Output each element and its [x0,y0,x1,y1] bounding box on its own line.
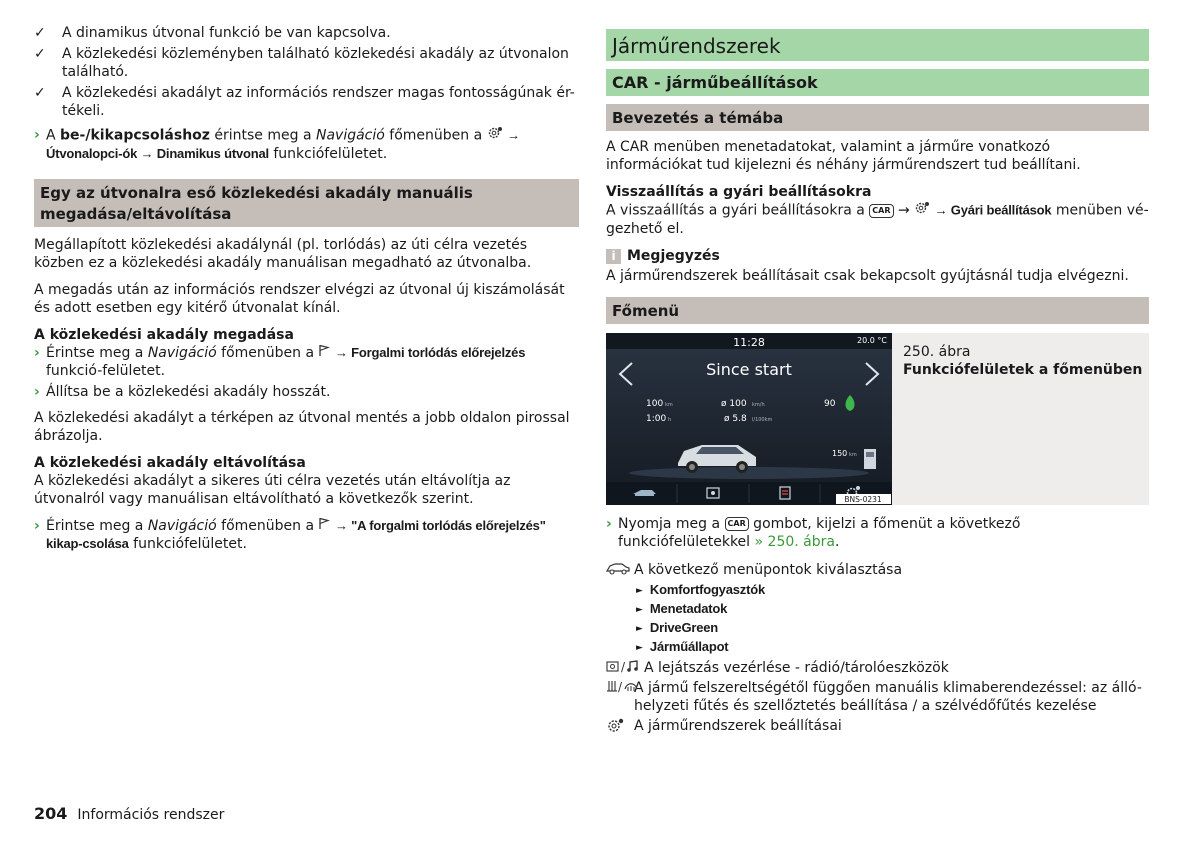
info-icon: i [606,249,621,264]
svg-text:ø 5.8: ø 5.8 [724,414,747,424]
car-intro-text: A CAR menüben menetadatokat, valamint a járműre vonatkozó információkat tud kijelezni és néhány járműrendszert tud beállítani. [606,139,1081,173]
infotainment-screen [606,333,892,505]
figure-250 [606,333,1149,505]
reset-text: A visszaállítás a gyári beállításokra a CAR → → Gyári beállítások menüben vé-gezhető el. [606,202,1149,237]
menu-item-select: A következő menüpontok kiválasztása [606,561,1149,579]
step-arrow-icon: › [34,345,40,361]
submenu-item: ► DriveGreen [636,620,719,635]
svg-text:km: km [665,402,673,408]
add-heading: A közlekedési akadály megadása [34,327,294,343]
condition-item: ✓ A közlekedési közleményben található közlekedési akadály az útvonalon található. [34,46,569,80]
svg-text:h: h [668,417,672,423]
settings-gear-icon [606,717,626,738]
outside-temperature: 20.0 °C [857,336,887,345]
media-music-icon [606,659,640,678]
figure-code: BNS-0231 [844,495,882,504]
checkmark-icon: ✓ [34,25,46,41]
add-step-2: › Állítsa be a közlekedési akadály hosszát. [34,384,331,400]
svg-text:150: 150 [832,449,848,458]
intro-paragraph-2: A megadás után az információs rendszer elvégzi az útvonal új kiszámolását és adott esetben egy kitérő útvonalat kínál. [34,282,565,316]
car-heading: CAR - járműbeállítások [606,69,1149,96]
menu-heading: Főmenü [606,297,1149,324]
page-number: 204 [34,804,68,823]
settings-gear-icon [487,126,503,145]
add-step-1: › Érintse meg a Navigáció főmenüben a → Forgalmi torlódás előrejelzés funkció-felületet. [34,345,526,379]
step-arrow-icon: › [34,518,40,534]
remove-text: A közlekedési akadályt a sikeres úti célra vezetés után eltávolítja az útvonalról vagy manuálisan eltávolítható a következők szerint. [34,473,511,507]
main-heading: Járműrendszerek [606,29,1149,61]
heating-defrost-icon [606,679,640,698]
checkmark-icon: ✓ [34,46,46,62]
svg-text:100: 100 [646,399,664,409]
clock-time: 11:28 [733,336,765,349]
remove-step: › Érintse meg a Navigáció főmenüben a → "A forgalmi torlódás előrejelzés" kikap-csolása funkciófelületet. [34,518,546,552]
step-arrow-icon: › [606,516,612,532]
flag-icon [318,344,330,362]
svg-text:ø 100: ø 100 [721,399,747,409]
checkmark-icon: ✓ [34,85,46,101]
step-arrow-icon: › [34,127,40,143]
svg-text:l/100km: l/100km [752,417,773,423]
svg-text:/: / [621,660,626,673]
figure-caption: 250. ábra Funkciófelületek a főmenüben [903,344,1143,378]
add-note: A közlekedési akadályt a térképen az útvonal mentés a jobb oldalon pirossal ábrázolja. [34,410,570,444]
step-arrow-icon: › [34,384,40,400]
triangle-bullet-icon: ► [636,605,643,615]
menu-item-settings: A járműrendszerek beállításai [606,717,1149,735]
intro-paragraph: Megállapított közlekedési akadálynál (pl. torlódás) az úti célra vezetés közben ez a közlekedési akadály manuálisan megadható az útvonalba. [34,237,532,271]
right-column [606,29,1149,737]
triangle-bullet-icon: ► [636,624,643,634]
note-box: i Megjegyzés A járműrendszerek beállításait csak bekapcsolt gyújtásnál tudja elvégezni. [606,248,1129,284]
car-profile-icon [606,561,630,580]
section-heading: Egy az útvonalra eső közlekedési akadály manuális megadása/eltávolítása [34,179,579,227]
screen-title: Since start [706,360,792,379]
remove-heading: A közlekedési akadály eltávolítása [34,455,306,471]
intro-heading: Bevezetés a témába [606,104,1149,131]
footer-label: Információs rendszer [77,807,225,823]
triangle-bullet-icon: ► [636,643,643,653]
flag-icon [318,517,330,535]
figure-link[interactable]: » 250. ábra [754,534,835,550]
svg-text:/: / [618,680,623,693]
svg-text:1:00: 1:00 [646,414,667,424]
submenu-item: ► Komfortfogyasztók [636,582,765,597]
menu-item-media: / A lejátszás vezérlése - rádió/tárolóeszközök [606,659,1149,677]
left-column [34,24,579,556]
car-button-icon: CAR [869,204,893,218]
page-footer [34,805,224,824]
fuel-pump-icon [864,449,876,469]
condition-item: ✓ A dinamikus útvonal funkció be van kapcsolva. [34,25,391,41]
svg-text:km: km [849,452,857,458]
submenu-item: ► Járműállapot [636,639,729,654]
reset-heading: Visszaállítás a gyári beállításokra [606,184,872,200]
svg-text:km/h: km/h [752,402,765,408]
submenu-list [606,581,1149,657]
svg-text:90: 90 [824,399,836,409]
menu-item-climate: / A jármű felszereltségétől függően manuális klimaberendezéssel: az álló-helyzeti fűtés és szellőztetés beállítása / a szélvédőfűtés kezelése [606,679,1149,715]
submenu-item: ► Menetadatok [636,601,728,616]
car-button-icon: CAR [725,517,749,531]
main-menu-step: › Nyomja meg a CAR gombot, kijelzi a főmenüt a következő funkciófelületekkel » 250. ábra. [606,516,1021,550]
condition-item: ✓ A közlekedési akadályt az információs rendszer magas fontosságúnak ér-tékeli. [34,85,575,119]
triangle-bullet-icon: ► [636,586,643,596]
settings-gear-icon [914,201,930,220]
toggle-step: › A be-/kikapcsoláshoz érintse meg a Navigáció főmenüben a → Útvonalopci-ók → Dinamikus útvonal funkciófelületet. [34,127,520,162]
